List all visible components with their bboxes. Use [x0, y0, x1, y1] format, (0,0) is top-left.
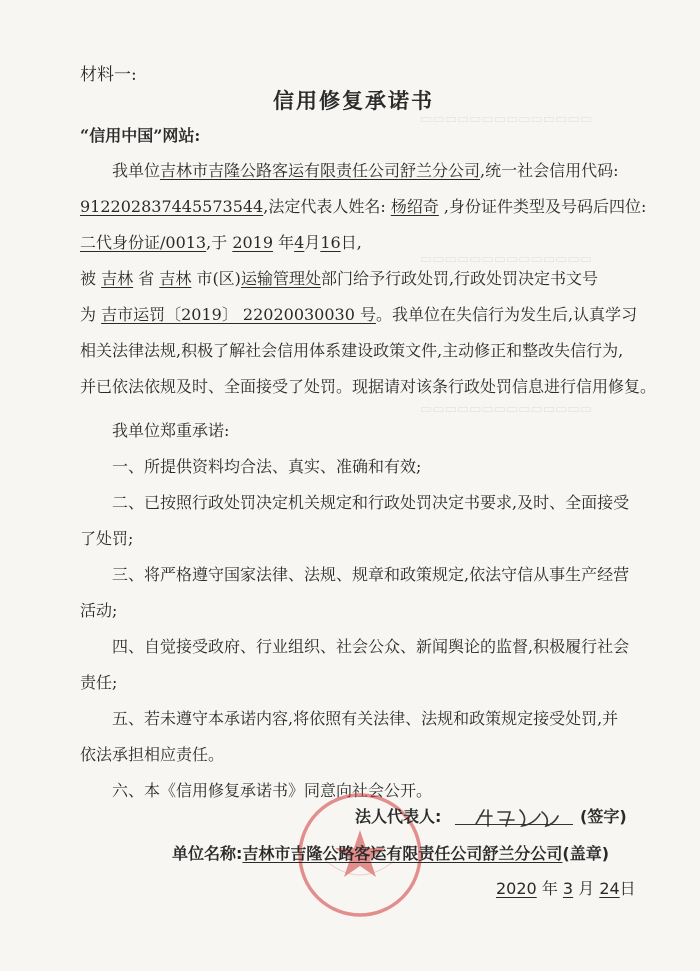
text: 年 [541, 879, 558, 898]
intro-line-6: 相关法律法规,积极了解社会信用体系建设政策文件,主动修正和整改失信行为, [80, 341, 624, 360]
decision-doc-number: 吉市运罚〔2019〕 22020030030 号 [101, 305, 376, 324]
text: 省 [138, 269, 155, 288]
page-title: 信用修复承诺书 [273, 88, 434, 113]
text: 被 [80, 269, 97, 288]
date-year: 2020 [496, 879, 537, 898]
date-month: 3 [562, 879, 574, 898]
text: ,法定代表人姓名: [263, 197, 386, 216]
company-name: 吉林市吉隆公路客运有限责任公司舒兰分公司 [160, 161, 481, 180]
text: 市(区) [196, 269, 241, 288]
legal-rep-label: 法人代表人: [355, 807, 442, 826]
unit-name-row [172, 843, 609, 865]
credit-code: 912202837445573544 [80, 197, 264, 216]
province: 吉林 [101, 269, 134, 288]
intro-line-3 [80, 232, 362, 254]
department: 运输管理处 [240, 269, 321, 288]
date-day: 24 [599, 879, 620, 898]
promise-item-2-cont: 了处罚; [80, 529, 134, 548]
promise-item-3: 三、将严格遵守国家法律、法规、规章和政策规定,依法守信从事生产经营 [112, 565, 630, 584]
seal-note: (盖章) [562, 844, 610, 863]
promise-item-2: 二、已按照行政处罚决定机关规定和行政处罚决定书要求,及时、全面接受 [112, 493, 630, 512]
promise-item-6: 六、本《信用修复承诺书》同意向社会公开。 [112, 781, 433, 800]
intro-line-2 [80, 196, 646, 218]
text: 月 [578, 879, 595, 898]
promise-item-1: 一、所提供资料均合法、真实、准确和有效; [112, 457, 422, 476]
sign-date [496, 878, 636, 900]
promise-heading: 我单位郑重承诺: [112, 421, 230, 440]
penalty-month: 4 [294, 233, 305, 252]
bleed-through-text: ▭▭▭▭▭▭▭▭▭▭▭▭▭▭ [420, 112, 592, 127]
text: 我单位 [112, 161, 161, 180]
signature-line [455, 824, 573, 825]
text: 部门给予行政处罚,行政处罚决定书文号 [320, 269, 599, 288]
text: 年 [278, 233, 295, 252]
bleed-through-text: ▭▭▭▭▭▭▭▭▭▭▭▭▭▭ [420, 402, 592, 417]
intro-line-1 [112, 160, 619, 182]
unit-label: 单位名称: [172, 844, 243, 863]
sign-note: (签字) [580, 807, 627, 826]
text: 日 [619, 879, 636, 898]
handwritten-signature [470, 806, 565, 830]
city: 吉林 [159, 269, 192, 288]
id-info: 二代身份证/0013 [80, 233, 207, 252]
bleed-through-text: ▭▭▭▭▭▭▭▭▭▭▭▭▭▭ [420, 252, 592, 267]
intro-line-5 [80, 304, 637, 326]
penalty-day: 16 [320, 233, 341, 252]
text: 。我单位在失信行为发生后,认真学习 [375, 305, 638, 324]
penalty-year: 2019 [232, 233, 274, 252]
promise-item-4: 四、自觉接受政府、行业组织、社会公众、新闻舆论的监督,积极履行社会 [112, 637, 630, 656]
text: ,统一社会信用代码: [480, 161, 619, 180]
text: 为 [80, 305, 97, 324]
text: 月 [304, 233, 321, 252]
addressee: “信用中国”网站: [80, 126, 201, 145]
promise-item-5: 五、若未遵守本承诺内容,将依照有关法律、法规和政策规定接受处罚,并 [112, 709, 619, 728]
promise-item-4-cont: 责任; [80, 673, 118, 692]
intro-line-4 [80, 268, 598, 290]
material-label: 材料一: [80, 65, 137, 85]
unit-name: 吉林市吉隆公路客运有限责任公司舒兰分公司 [242, 844, 563, 863]
text: ,身份证件类型及号码后四位: [443, 197, 647, 216]
intro-line-7: 并已依法依规及时、全面接受了处罚。现据请对该条行政处罚信息进行信用修复。 [80, 377, 657, 396]
promise-item-5-cont: 依法承担相应责任。 [80, 745, 225, 764]
promise-item-3-cont: 活动; [80, 601, 118, 620]
text: ,于 [206, 233, 228, 252]
legal-rep-name: 杨绍奇 [390, 197, 439, 216]
text: 日, [340, 233, 362, 252]
